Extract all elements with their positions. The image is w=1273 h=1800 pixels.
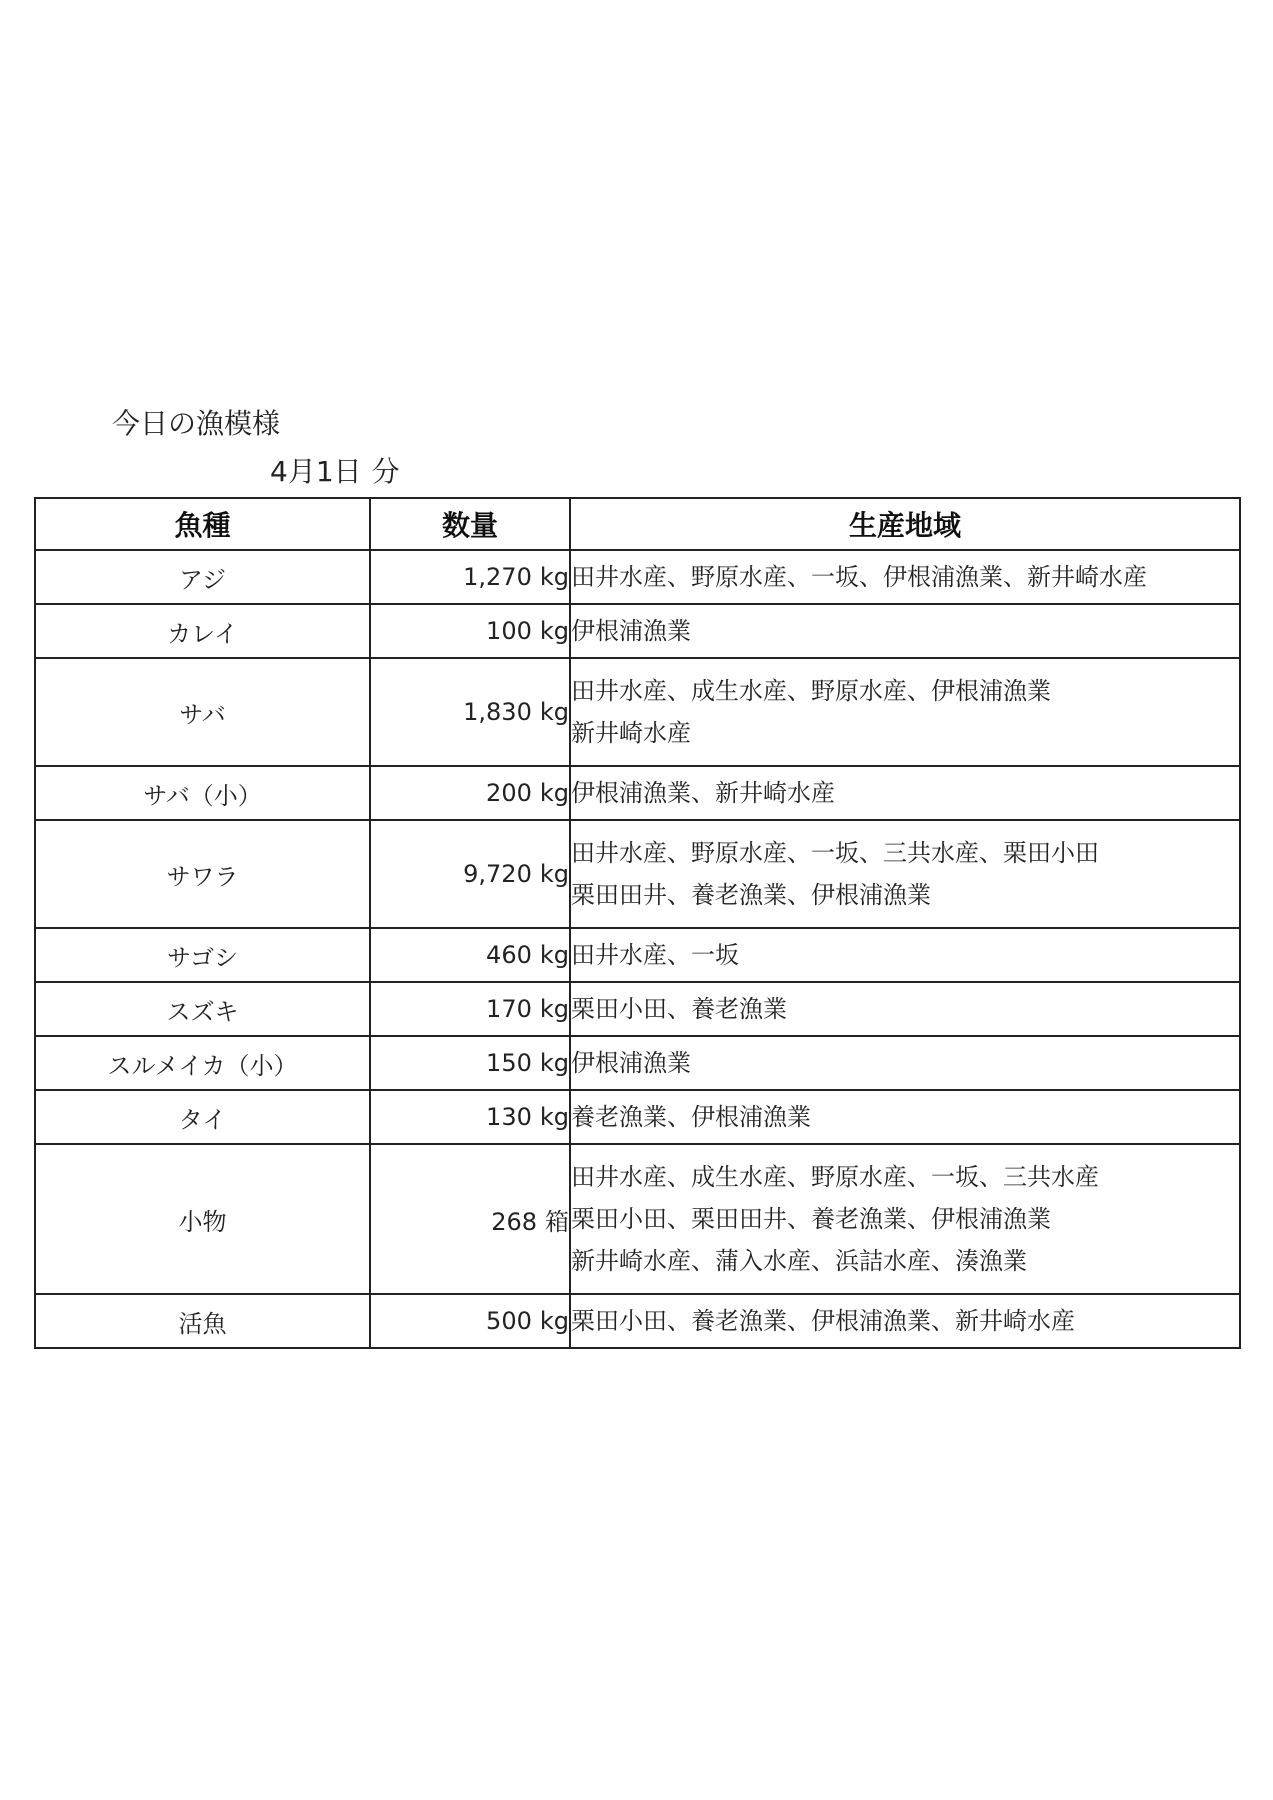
header-quantity: 数量: [370, 498, 570, 550]
production-area-line: 田井水産、野原水産、一坂、伊根浦漁業、新井崎水産: [571, 563, 1147, 591]
production-area-cell: [570, 1294, 1240, 1348]
quantity-value: 268: [491, 1207, 537, 1236]
fish-name-cell: カレイ: [35, 604, 370, 658]
production-area-line: 田井水産、成生水産、野原水産、伊根浦漁業: [571, 677, 1051, 705]
production-area-cell: [570, 658, 1240, 766]
fish-name-cell: 小物: [35, 1144, 370, 1294]
quantity-value: 200: [486, 779, 532, 807]
table-header-row: [35, 498, 1240, 550]
table-row: [35, 1036, 1240, 1090]
quantity-unit: kg: [539, 1049, 569, 1077]
production-area-line: 養老漁業、伊根浦漁業: [571, 1103, 811, 1131]
quantity-cell: [370, 1036, 570, 1090]
production-area-cell: [570, 1036, 1240, 1090]
table-row: [35, 766, 1240, 820]
quantity-unit: kg: [539, 995, 569, 1023]
production-area-cell: [570, 604, 1240, 658]
quantity-value: 170: [486, 995, 532, 1023]
quantity-cell: [370, 1144, 570, 1294]
production-area-cell: [570, 928, 1240, 982]
quantity-unit: kg: [539, 1103, 569, 1131]
production-area-line: 伊根浦漁業: [571, 1049, 691, 1077]
date-line: [270, 452, 400, 492]
fish-name-cell: サゴシ: [35, 928, 370, 982]
quantity-unit: kg: [539, 779, 569, 807]
fish-name-cell: サワラ: [35, 820, 370, 928]
production-area-line: 田井水産、成生水産、野原水産、一坂、三共水産: [571, 1163, 1099, 1191]
page-title: 今日の漁模様: [112, 407, 281, 440]
quantity-cell: [370, 604, 570, 658]
quantity-value: 100: [486, 617, 532, 645]
quantity-cell: [370, 1294, 570, 1348]
report-date: 4月1日: [270, 455, 362, 488]
fish-name-cell: スルメイカ（小）: [35, 1036, 370, 1090]
production-area-line: 栗田小田、養老漁業、伊根浦漁業、新井崎水産: [571, 1307, 1075, 1335]
production-area-line: 栗田小田、養老漁業: [571, 995, 787, 1023]
production-area-cell: [570, 1144, 1240, 1294]
quantity-unit: kg: [539, 1307, 569, 1335]
table-row: [35, 604, 1240, 658]
date-suffix: 分: [371, 455, 400, 488]
quantity-unit: kg: [539, 860, 569, 888]
production-area-line: 栗田小田、栗田田井、養老漁業、伊根浦漁業: [571, 1205, 1051, 1233]
quantity-cell: [370, 1090, 570, 1144]
quantity-value: 500: [486, 1307, 532, 1335]
catch-table: [34, 497, 1241, 1349]
table-row: [35, 982, 1240, 1036]
table-row: [35, 1090, 1240, 1144]
fish-name-cell: アジ: [35, 550, 370, 604]
table-body: [35, 550, 1240, 1348]
quantity-value: 150: [486, 1049, 532, 1077]
header-area: 生産地域: [570, 498, 1240, 550]
fish-name-cell: サバ（小）: [35, 766, 370, 820]
header-fish: 魚種: [35, 498, 370, 550]
quantity-value: 1,830: [463, 698, 532, 726]
table-row: [35, 1144, 1240, 1294]
table-row: [35, 550, 1240, 604]
quantity-value: 1,270: [463, 563, 532, 591]
quantity-cell: [370, 550, 570, 604]
production-area-cell: [570, 820, 1240, 928]
fish-name-cell: サバ: [35, 658, 370, 766]
quantity-cell: [370, 766, 570, 820]
production-area-line: 新井崎水産: [571, 719, 691, 747]
quantity-value: 130: [486, 1103, 532, 1131]
table-row: [35, 1294, 1240, 1348]
production-area-line: 伊根浦漁業: [571, 617, 691, 645]
quantity-value: 9,720: [463, 860, 532, 888]
quantity-unit: kg: [539, 617, 569, 645]
production-area-line: 新井崎水産、蒲入水産、浜詰水産、湊漁業: [571, 1247, 1027, 1275]
fish-name-cell: タイ: [35, 1090, 370, 1144]
table-row: [35, 658, 1240, 766]
production-area-line: 伊根浦漁業、新井崎水産: [571, 779, 835, 807]
production-area-line: 田井水産、一坂: [571, 941, 739, 969]
quantity-unit: kg: [539, 563, 569, 591]
production-area-cell: [570, 766, 1240, 820]
quantity-cell: [370, 982, 570, 1036]
quantity-unit: kg: [539, 698, 569, 726]
fish-name-cell: スズキ: [35, 982, 370, 1036]
table-row: [35, 928, 1240, 982]
quantity-value: 460: [486, 941, 532, 969]
fish-name-cell: 活魚: [35, 1294, 370, 1348]
quantity-unit: kg: [539, 941, 569, 969]
quantity-cell: [370, 820, 570, 928]
production-area-line: 栗田田井、養老漁業、伊根浦漁業: [571, 881, 931, 909]
production-area-cell: [570, 982, 1240, 1036]
quantity-cell: [370, 928, 570, 982]
table-row: [35, 820, 1240, 928]
production-area-line: 田井水産、野原水産、一坂、三共水産、栗田小田: [571, 839, 1099, 867]
production-area-cell: [570, 550, 1240, 604]
production-area-cell: [570, 1090, 1240, 1144]
quantity-unit: 箱: [545, 1207, 569, 1236]
quantity-cell: [370, 658, 570, 766]
